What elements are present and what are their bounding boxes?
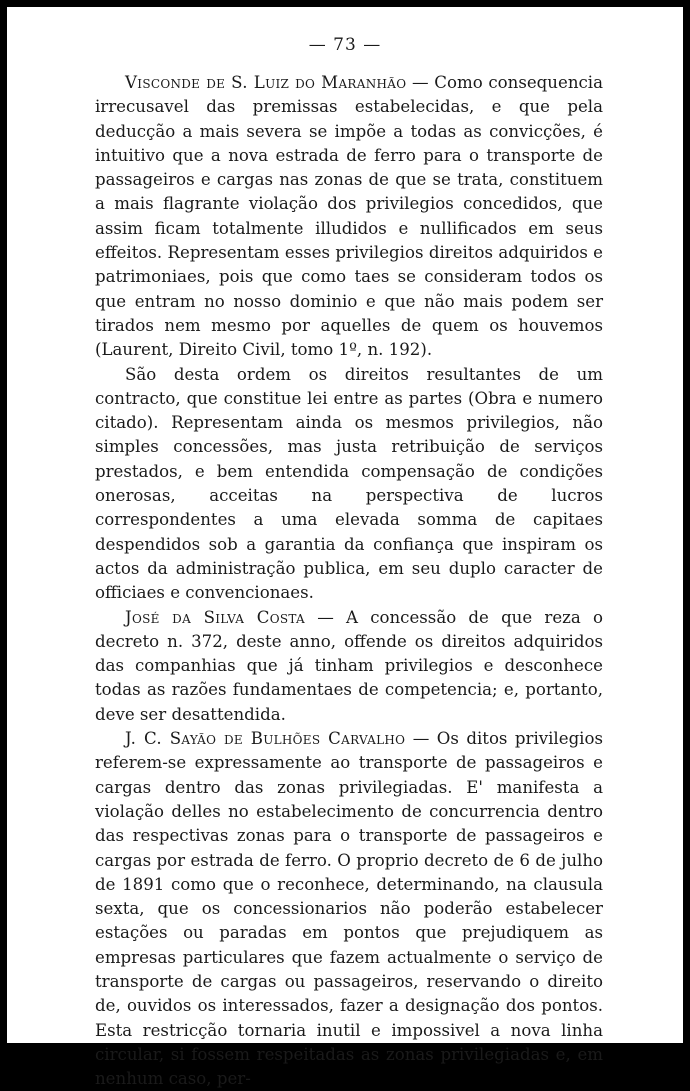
paragraph-text: — Os ditos privilegios referem-se expressamente ao transporte de passageiros e cargas dentro das zonas privilegiadas. E' manifesta a violação delles no estabelecimento de concurrencia dentro das respectivas zonas para o transporte de passageiros e cargas por estrada de ferro. O proprio decreto de 6 de julho de 1891 como que o reconhece, determinando, na clausula sexta, que os concessionarios não poderão estabelecer estações ou paradas em pontos que prejudiquem as empresas particulares que fazem actualmente o serviço de transporte de cargas ou passageiros, reservando o direito de, ouvidos os interessados, fazer a designação dos pontos. Esta restricção tornaria inutil e impossivel a nova linha circular, si fossem respeitadas as zonas privilegiadas e, em nenhum caso, per- [95,729,603,1089]
paragraph-text: São desta ordem os direitos resultantes de um contracto, que constitue lei entre as partes (Obra e numero citado). Representam ainda os mesmos privilegios, não simples concessões, mas justa retribuição de serviços prestados, e bem entendida compensação de condições onerosas, acceitas na perspectiva de lucros correspondentes a uma elevada somma de capitaes despendidos sob a garantia da confiança que inspiram os actos da administração publica, em seu duplo caracter de officiaes e convencionaes. [95,364,603,603]
paragraph [95,606,603,727]
paragraph [95,727,603,1091]
paragraph [95,363,603,606]
page-sheet [7,7,683,1089]
page-number: — 73 — [308,35,382,55]
paragraph [95,71,603,363]
body-text [95,71,603,1091]
speaker-name: Visconde de S. Luiz do Maranhão [125,73,407,92]
speaker-name: J. C. Sayão de Bulhões Carvalho [125,729,406,749]
speaker-name: José da Silva Costa [125,607,306,627]
paragraph-text: — A concessão de que reza o decreto n. 372, deste anno, offende os direitos adquiridos das companhias que já tinham privilegios e desconhece todas as razões fundamentaes de competencia; e, portanto, deve ser desattendida. [95,607,603,724]
paragraph-text: — Como consequencia irrecusavel das premissas estabelecidas, e que pela deducção a mais severa se impõe a todas as convicções, é intuitivo que a nova estrada de ferro para o transporte de passageiros e cargas nas zonas de que se trata, constituem a mais flagrante violação dos privilegios concedidos, que assim ficam totalmente illudidos e nullificados em seus effeitos. Representam esses privilegios direitos adquiridos e patrimoniaes, pois que como taes se consideram todos os que entram no nosso dominio e que não mais podem ser tirados nem mesmo por aquelles de quem os houvemos (Laurent, Direito Civil, tomo 1º, n. 192). [95,73,603,360]
